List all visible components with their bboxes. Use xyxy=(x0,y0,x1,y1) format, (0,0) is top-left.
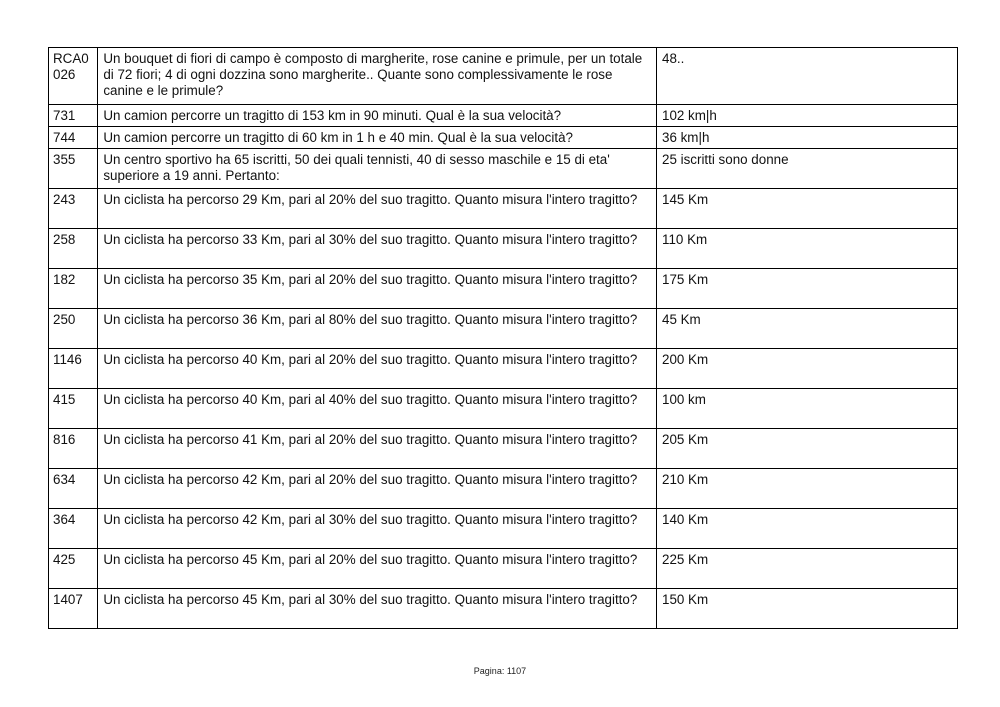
question-text: Un ciclista ha percorso 45 Km, pari al 30% del suo tragitto. Quanto misura l'intero tragitto? xyxy=(98,589,657,629)
answer-text: 150 Km xyxy=(657,589,958,629)
table-row xyxy=(49,105,958,127)
answer-text: 25 iscritti sono donne xyxy=(657,149,958,189)
question-text: Un ciclista ha percorso 29 Km, pari al 20% del suo tragitto. Quanto misura l'intero tragitto? xyxy=(98,189,657,229)
table-row xyxy=(49,509,958,549)
answer-text: 102 km|h xyxy=(657,105,958,127)
question-text: Un ciclista ha percorso 36 Km, pari al 80% del suo tragitto. Quanto misura l'intero tragitto? xyxy=(98,309,657,349)
question-text: Un ciclista ha percorso 40 Km, pari al 40% del suo tragitto. Quanto misura l'intero tragitto? xyxy=(98,389,657,429)
question-text: Un ciclista ha percorso 35 Km, pari al 20% del suo tragitto. Quanto misura l'intero tragitto? xyxy=(98,269,657,309)
table-row xyxy=(49,469,958,509)
question-text: Un ciclista ha percorso 42 Km, pari al 20% del suo tragitto. Quanto misura l'intero tragitto? xyxy=(98,469,657,509)
question-text: Un camion percorre un tragitto di 153 km in 90 minuti. Qual è la sua velocità? xyxy=(98,105,657,127)
question-id: 731 xyxy=(49,105,98,127)
table-row xyxy=(49,189,958,229)
question-id: 1407 xyxy=(49,589,98,629)
table-row xyxy=(49,229,958,269)
question-id: 250 xyxy=(49,309,98,349)
answer-text: 48.. xyxy=(657,48,958,105)
answer-text: 200 Km xyxy=(657,349,958,389)
answer-text: 36 km|h xyxy=(657,127,958,149)
question-text: Un centro sportivo ha 65 iscritti, 50 dei quali tennisti, 40 di sesso maschile e 15 di eta' superiore a 19 anni. Pertanto: xyxy=(98,149,657,189)
question-text: Un ciclista ha percorso 33 Km, pari al 30% del suo tragitto. Quanto misura l'intero tragitto? xyxy=(98,229,657,269)
answer-text: 110 Km xyxy=(657,229,958,269)
answer-text: 225 Km xyxy=(657,549,958,589)
question-text: Un ciclista ha percorso 45 Km, pari al 20% del suo tragitto. Quanto misura l'intero tragitto? xyxy=(98,549,657,589)
question-text: Un bouquet di fiori di campo è composto di margherite, rose canine e primule, per un totale di 72 fiori; 4 di ogni dozzina sono margherite.. Quante sono complessivamente le rose canine e le primule? xyxy=(98,48,657,105)
table-row xyxy=(49,549,958,589)
table-row xyxy=(49,429,958,469)
answer-text: 210 Km xyxy=(657,469,958,509)
question-id: 425 xyxy=(49,549,98,589)
question-id: 243 xyxy=(49,189,98,229)
question-text: Un ciclista ha percorso 40 Km, pari al 20% del suo tragitto. Quanto misura l'intero tragitto? xyxy=(98,349,657,389)
question-id: 182 xyxy=(49,269,98,309)
question-text: Un ciclista ha percorso 41 Km, pari al 20% del suo tragitto. Quanto misura l'intero tragitto? xyxy=(98,429,657,469)
question-id: 1146 xyxy=(49,349,98,389)
questions-table xyxy=(48,47,958,629)
questions-table-body xyxy=(49,48,958,629)
table-row xyxy=(49,389,958,429)
table-row xyxy=(49,269,958,309)
table-row xyxy=(49,48,958,105)
page-number-footer: Pagina: 1107 xyxy=(473,666,527,676)
table-row xyxy=(49,589,958,629)
table-row xyxy=(49,149,958,189)
question-id: 364 xyxy=(49,509,98,549)
table-row xyxy=(49,309,958,349)
table-row xyxy=(49,349,958,389)
answer-text: 100 km xyxy=(657,389,958,429)
answer-text: 140 Km xyxy=(657,509,958,549)
question-text: Un camion percorre un tragitto di 60 km in 1 h e 40 min. Qual è la sua velocità? xyxy=(98,127,657,149)
answer-text: 145 Km xyxy=(657,189,958,229)
table-row xyxy=(49,127,958,149)
question-id: 415 xyxy=(49,389,98,429)
answer-text: 45 Km xyxy=(657,309,958,349)
question-text: Un ciclista ha percorso 42 Km, pari al 30% del suo tragitto. Quanto misura l'intero tragitto? xyxy=(98,509,657,549)
question-id: RCA0026 xyxy=(49,48,98,105)
question-id: 816 xyxy=(49,429,98,469)
answer-text: 175 Km xyxy=(657,269,958,309)
question-id: 355 xyxy=(49,149,98,189)
question-id: 744 xyxy=(49,127,98,149)
answer-text: 205 Km xyxy=(657,429,958,469)
question-id: 634 xyxy=(49,469,98,509)
question-id: 258 xyxy=(49,229,98,269)
